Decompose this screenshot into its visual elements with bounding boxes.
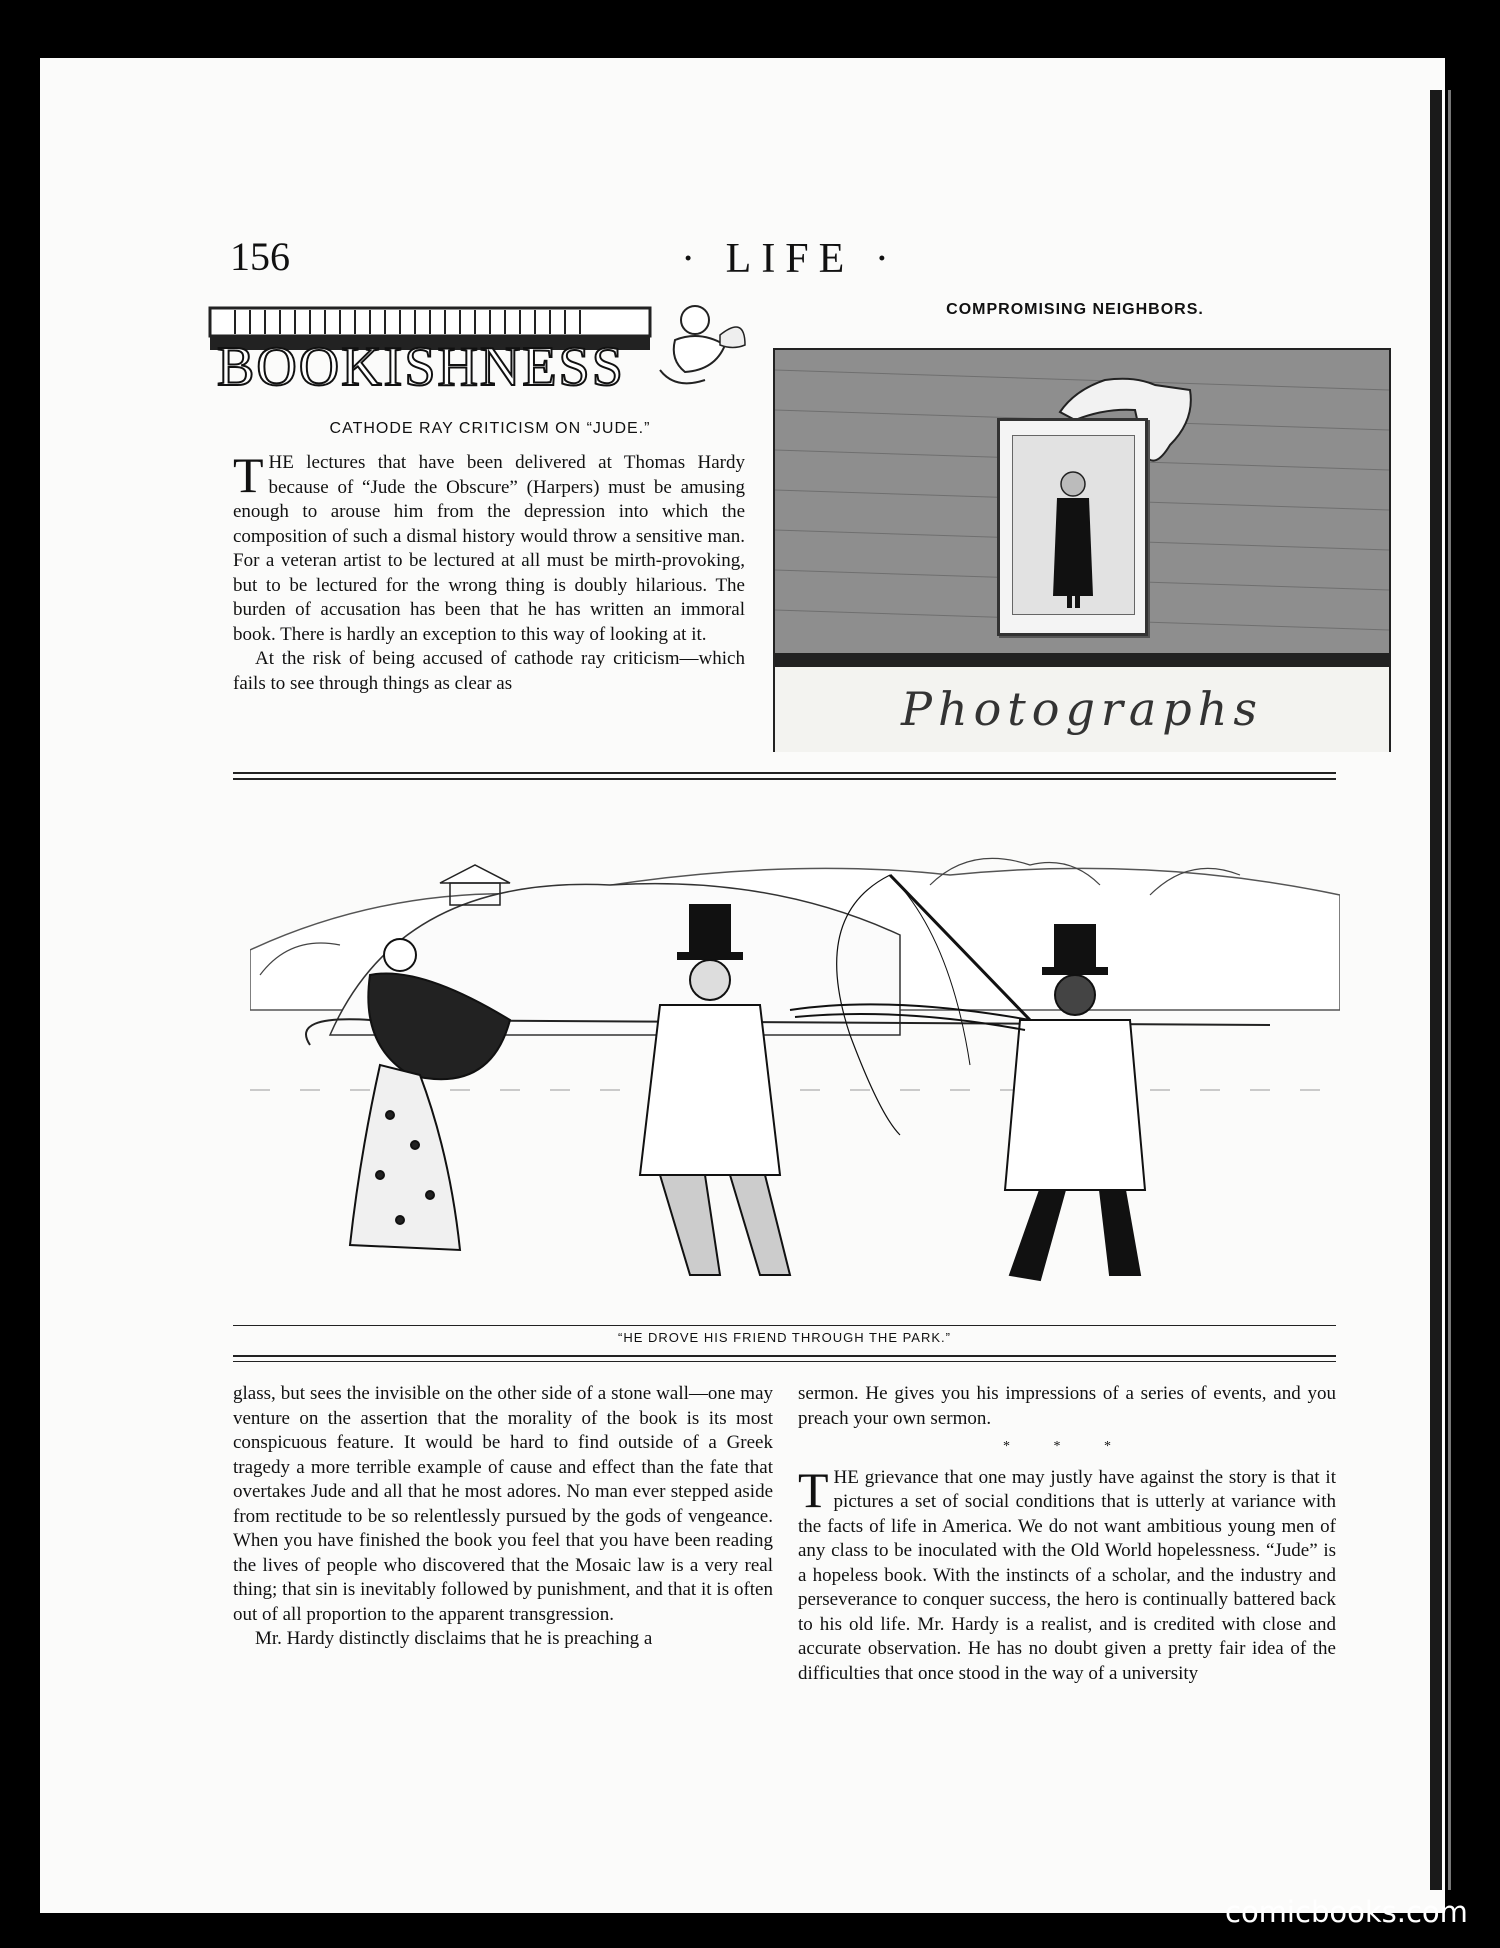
photograph-card — [997, 418, 1148, 636]
paragraph-1-text: HE lectures that have been delivered at Thomas Hardy because of “Jude the Obscure” (Harpers) must be amusing enough to arouse him from the depression into which the composition of such a dismal history would throw a sensitive man. For a veteran artist to be lectured at all must be mirth-provoking, but to be lectured for the wrong thing is doubly hilarious. The burden of accusation has been that he has written an immoral book. There is hardly an exception to this way of looking at it. — [233, 452, 745, 645]
divider-rule — [233, 1361, 1336, 1362]
man-portrait — [1013, 436, 1134, 614]
paragraph-5: sermon. He gives you his impressions of a series of events, and you preach your own sermon. — [798, 1383, 1336, 1429]
paragraph-1 — [233, 447, 745, 647]
page-number: 156 — [230, 234, 290, 279]
page-spine — [1430, 90, 1442, 1890]
drop-cap: T — [233, 447, 264, 503]
masthead: · LIFE · — [681, 236, 899, 282]
divider-rule — [233, 772, 1336, 774]
paragraph-3: glass, but sees the invisible on the other side of a stone wall—one may venture on the assertion that the morality of the book is its most conspicuous feature. It would be hard to find outside of a Greek tragedy a more terrible example of cause and effect than the fate that overtakes Jude and all that he most adores. No man ever stepped aside from rectitude to be so relentlessly pursued by the gods of vengeance. When you have finished the book you feel that you have been reading the lives of people who discovered that the Mosaic law is a very real thing; that sin is inevitably followed by punishment, and that it is often out of all proportion to the apparent transgression. — [233, 1383, 773, 1625]
article-heading: CATHODE RAY CRITICISM ON “JUDE.” — [329, 420, 651, 437]
compromising-neighbors-illustration — [773, 348, 1391, 752]
paragraph-4: Mr. Hardy distinctly disclaims that he is preaching a — [255, 1628, 653, 1649]
park-cartoon — [250, 835, 1340, 1320]
window-sill — [775, 653, 1389, 665]
page-spine-edge — [1448, 90, 1451, 1890]
paragraph-2: At the risk of being accused of cathode ray criticism—which fails to see through things as clear as — [233, 648, 745, 694]
paragraph-6-text: HE grievance that one may justly have against the story is that it pictures a set of social conditions that is utterly at variance with the facts of life in America. We do not want ambitious young men of any class to be inoculated with the Old World hopelessness. “Jude” is a hopeless book. With the instincts of a scholar, and the industry and perseverance to conquer success, the hero is continually battered back to his old life. Mr. Hardy is a realist, and is credited with close and accurate observation. He has no doubt given a pretty fair idea of the difficulties that once stood in the way of a university — [798, 1466, 1336, 1684]
article-column-1 — [233, 447, 745, 696]
divider-rule — [233, 778, 1336, 780]
photographs-sign: Photographs — [775, 665, 1389, 752]
divider-rule — [233, 1355, 1336, 1357]
pavilion — [440, 865, 510, 883]
site-watermark: comicbooks.com — [1225, 1895, 1468, 1929]
drop-cap: T — [798, 1461, 829, 1518]
park-cartoon-caption: “HE DROVE HIS FRIEND THROUGH THE PARK.” — [618, 1330, 951, 1345]
section-separator: * * * — [1003, 1439, 1131, 1454]
cartoon-title: COMPROMISING NEIGHBORS. — [946, 301, 1204, 318]
article-column-4 — [798, 1382, 1336, 1686]
bookishness-banner — [205, 300, 750, 395]
article-column-3 — [233, 1382, 773, 1652]
paragraph-6 — [798, 1461, 1336, 1687]
caption-rule — [233, 1325, 1336, 1326]
photograph-image — [1012, 435, 1135, 615]
bookishness-title: BOOKISHNESS — [217, 336, 625, 395]
